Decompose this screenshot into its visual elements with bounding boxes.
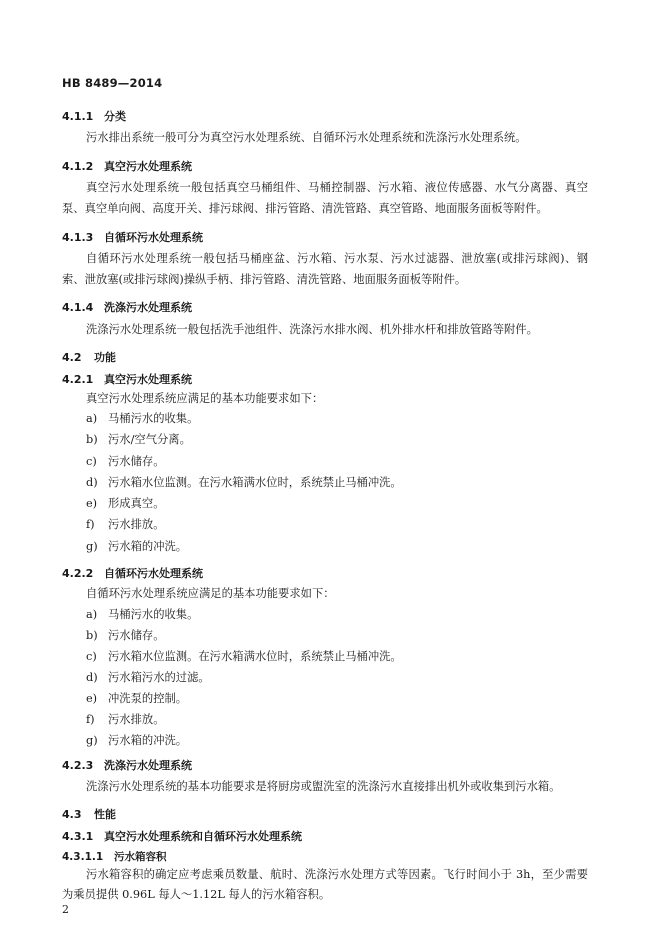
heading-4-2-2 <box>62 565 203 581</box>
list-item: c) 污水箱水位监测。在污水箱满水位时，系统禁止马桶冲洗。 <box>86 650 402 663</box>
section-title: 真空污水处理系统和自循环污水处理系统 <box>104 830 302 843</box>
section-number: 4.2.3 <box>62 759 94 772</box>
paragraph-4-1-1: 污水排出系统一般可分为真空污水处理系统、自循环污水处理系统和洗涤污水处理系统。 <box>86 131 527 144</box>
section-title: 功能 <box>94 351 116 364</box>
section-number: 4.3.1 <box>62 830 94 843</box>
heading-4-2-3 <box>62 757 192 773</box>
paragraph-4-3-1-1: 污水箱容积的确定应考虑乘员数量、航时、洗涤污水处理方式等因素。飞行时间小于 3h，至少需要为乘员提供 0.96L 每人～1.12L 每人的污水箱容积。 <box>62 868 588 901</box>
section-title: 自循环污水处理系统 <box>104 231 203 244</box>
section-number: 4.2.2 <box>62 567 94 580</box>
section-number: 4.1.4 <box>62 301 94 314</box>
paragraph-4-2-3: 洗涤污水处理系统的基本功能要求是将厨房或盥洗室的洗涤污水直接排出机外或收集到污水箱。 <box>86 780 561 793</box>
section-number: 4.1.3 <box>62 231 94 244</box>
list-item: e) 形成真空。 <box>86 497 165 510</box>
page-number: 2 <box>62 903 69 916</box>
section-number: 4.3.1.1 <box>62 851 104 863</box>
list-item: f) 污水排放。 <box>86 713 165 726</box>
section-title: 污水箱容积 <box>114 851 167 863</box>
list-item: g) 污水箱的冲洗。 <box>86 734 188 747</box>
list-item: e) 冲洗泵的控制。 <box>86 692 188 705</box>
list-item: c) 污水储存。 <box>86 455 165 468</box>
standard-code: HB 8489—2014 <box>62 76 163 90</box>
paragraph-4-1-2: 真空污水处理系统一般包括真空马桶组件、马桶控制器、污水箱、液位传感器、水气分离器、真空泵、真空单向阀、高度开关、排污球阀、排污管路、清洗管路、真空管路、地面服务面板等附件。 <box>62 181 588 215</box>
section-title: 真空污水处理系统 <box>104 160 192 173</box>
heading-4-1-4 <box>62 299 192 315</box>
section-title: 自循环污水处理系统 <box>104 567 203 580</box>
paragraph-4-1-4: 洗涤污水处理系统一般包括洗手池组件、洗涤污水排水阀、机外排水杆和排放管路等附件。 <box>86 323 538 336</box>
list-item: d) 污水箱水位监测。在污水箱满水位时，系统禁止马桶冲洗。 <box>86 476 402 489</box>
paragraph-4-1-3: 自循环污水处理系统一般包括马桶座盆、污水箱、污水泵、污水过滤器、泄放塞(或排污球阀)、钢索、泄放塞(或排污球阀)操纵手柄、排污管路、清洗管路、地面服务面板等附件。 <box>62 252 588 286</box>
section-title: 真空污水处理系统 <box>104 373 192 386</box>
heading-4-1-2 <box>62 158 192 174</box>
heading-4-2-1 <box>62 371 192 387</box>
list-item: a) 马桶污水的收集。 <box>86 608 199 621</box>
list-item: g) 污水箱的冲洗。 <box>86 540 188 553</box>
list-item: f) 污水排放。 <box>86 518 165 531</box>
heading-4-1-1 <box>62 108 126 124</box>
heading-4-1-3 <box>62 229 203 245</box>
list-item: a) 马桶污水的收集。 <box>86 412 199 425</box>
heading-4-3 <box>62 806 116 822</box>
section-title: 洗涤污水处理系统 <box>104 759 192 772</box>
section-title: 洗涤污水处理系统 <box>104 301 192 314</box>
list-item: b) 污水/空气分离。 <box>86 433 191 446</box>
section-title: 性能 <box>94 808 116 821</box>
section-number: 4.3 <box>62 808 82 821</box>
section-number: 4.2.1 <box>62 373 94 386</box>
section-number: 4.2 <box>62 351 82 364</box>
intro-4-2-1: 真空污水处理系统应满足的基本功能要求如下： <box>86 392 324 405</box>
heading-4-2 <box>62 349 116 365</box>
heading-4-3-1-1 <box>62 849 167 864</box>
list-item: b) 污水储存。 <box>86 629 165 642</box>
section-title: 分类 <box>104 110 126 123</box>
heading-4-3-1 <box>62 828 302 844</box>
list-item: d) 污水箱污水的过滤。 <box>86 671 210 684</box>
section-number: 4.1.2 <box>62 160 94 173</box>
section-number: 4.1.1 <box>62 110 94 123</box>
intro-4-2-2: 自循环污水处理系统应满足的基本功能要求如下： <box>86 587 335 600</box>
